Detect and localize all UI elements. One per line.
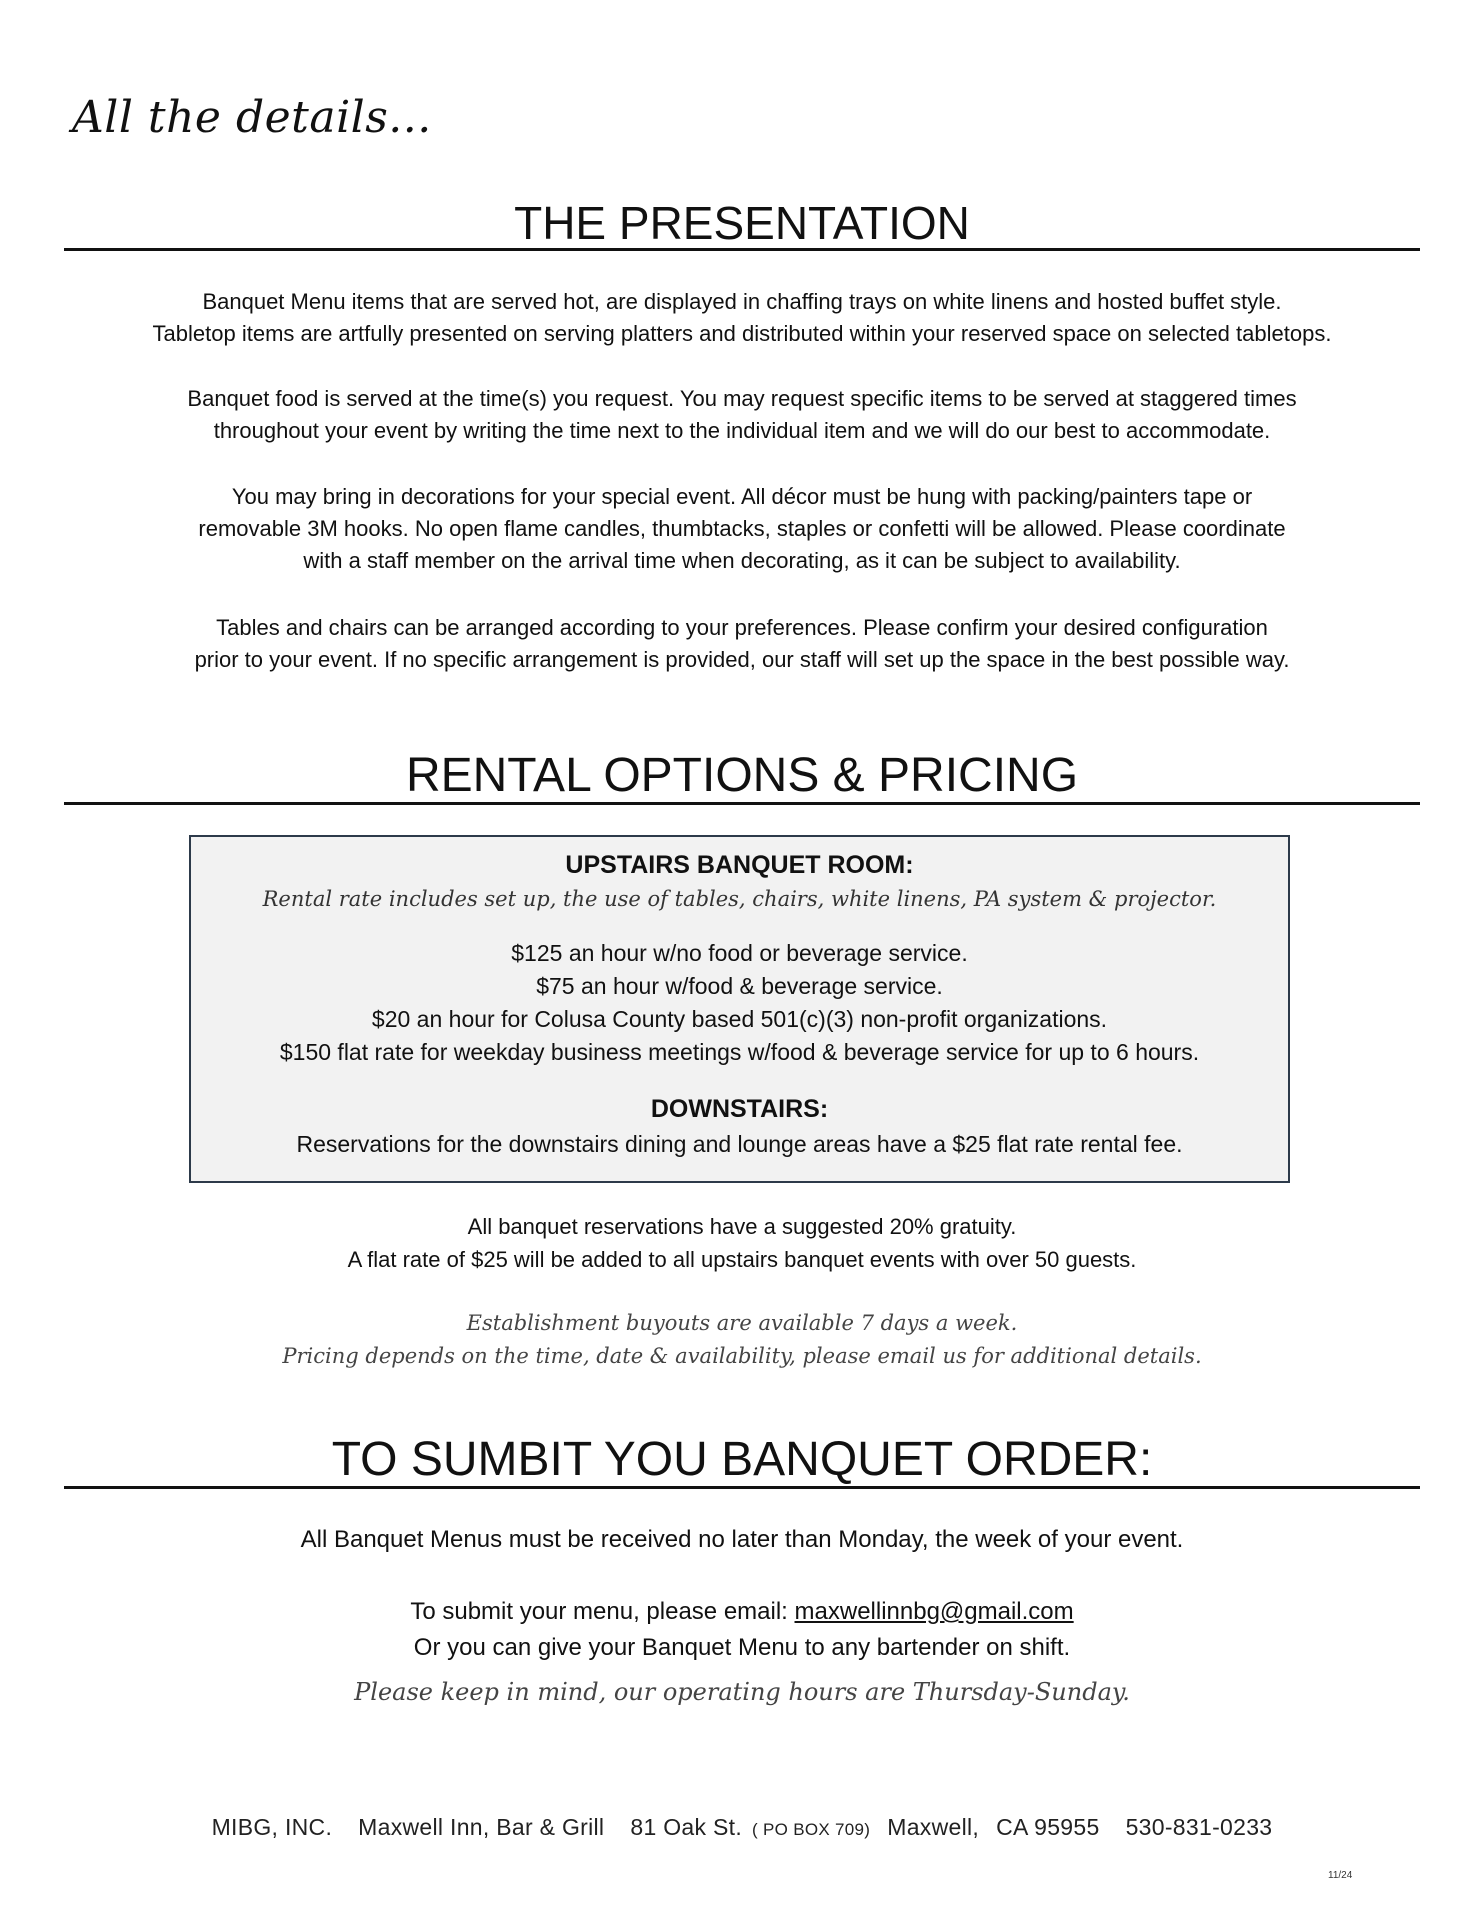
rental-pricing-box (189, 835, 1290, 1183)
paragraph-line: Banquet Menu items that are served hot, are displayed in chaffing trays on white linens and hosted buffet style. (202, 289, 1282, 314)
presentation-paragraph-tables (64, 612, 1420, 676)
footer-street: 81 Oak St. (630, 1814, 743, 1840)
rental-heading (64, 749, 1420, 805)
price-line: $75 an hour w/food & beverage service. (536, 973, 943, 999)
paragraph-line: prior to your event. If no specific arrangement is provided, our staff will set up the space in the best possible way. (194, 647, 1290, 672)
price-line: $125 an hour w/no food or beverage service. (511, 940, 968, 966)
script-title: All the details... (72, 92, 432, 143)
footer-state-zip: CA 95955 (996, 1814, 1100, 1840)
paragraph-line: Banquet food is served at the time(s) you request. You may request specific items to be served at staggered times (187, 386, 1297, 411)
presentation-paragraph-decorations (64, 481, 1420, 577)
footer-po-box: ( PO BOX 709) (752, 1820, 871, 1839)
footer-venue: Maxwell Inn, Bar & Grill (358, 1814, 605, 1840)
paragraph-line: throughout your event by writing the time next to the individual item and we will do our best to accommodate. (213, 418, 1271, 443)
submit-alt-line: Or you can give your Banquet Menu to any bartender on shift. (413, 1634, 1071, 1661)
buyout-line: Pricing depends on the time, date & availability, please email us for additional details. (282, 1344, 1202, 1368)
price-line: $150 flat rate for weekday business meetings w/food & beverage service for up to 6 hours. (279, 1039, 1200, 1065)
presentation-paragraph-serving (64, 286, 1420, 350)
submit-heading (64, 1433, 1420, 1489)
buyout-notice (64, 1307, 1420, 1373)
submit-email-prefix: To submit your menu, please email: (410, 1598, 795, 1625)
submit-email-line (64, 1594, 1420, 1630)
gratuity-line: A flat rate of $25 will be added to all upstairs banquet events with over 50 guests. (347, 1247, 1137, 1272)
footer-address (64, 1814, 1420, 1841)
paragraph-line: Tables and chairs can be arranged according to your preferences. Please confirm your desired configuration (216, 615, 1268, 640)
paragraph-line: removable 3M hooks. No open flame candles, thumbtacks, staples or confetti will be allowed. Please coordinate (198, 516, 1286, 541)
submit-email-link[interactable]: maxwellinnbg@gmail.com (794, 1598, 1074, 1625)
submit-instructions (64, 1594, 1420, 1666)
upstairs-price-list (191, 937, 1288, 1069)
paragraph-line: with a staff member on the arrival time when decorating, as it can be subject to availability. (303, 548, 1181, 573)
submit-heading-text: TO SUMBIT YOU BANQUET ORDER: (331, 1433, 1153, 1486)
presentation-paragraph-timing (64, 383, 1420, 447)
footer-company: MIBG, INC. (211, 1814, 333, 1840)
price-line: $20 an hour for Colusa County based 501(c)(3) non-profit organizations. (371, 1006, 1108, 1032)
paragraph-line: Tabletop items are artfully presented on serving platters and distributed within your reserved space on selected tabletops. (152, 321, 1332, 346)
gratuity-notice (64, 1210, 1420, 1276)
buyout-line: Establishment buyouts are available 7 days a week. (466, 1311, 1018, 1335)
operating-hours-note: Please keep in mind, our operating hours are Thursday-Sunday. (354, 1678, 1130, 1706)
footer-city: Maxwell, (887, 1814, 980, 1840)
upstairs-note: Rental rate includes set up, the use of tables, chairs, white linens, PA system & projector. (262, 887, 1217, 911)
presentation-heading (64, 197, 1420, 251)
submit-deadline: All Banquet Menus must be received no later than Monday, the week of your event. (300, 1526, 1184, 1553)
downstairs-text: Reservations for the downstairs dining and lounge areas have a $25 flat rate rental fee. (296, 1131, 1183, 1157)
presentation-heading-text: THE PRESENTATION (514, 197, 970, 249)
gratuity-line: All banquet reservations have a suggested 20% gratuity. (467, 1214, 1017, 1239)
footer-phone: 530-831-0233 (1125, 1814, 1273, 1840)
downstairs-title: DOWNSTAIRS: (650, 1095, 829, 1123)
upstairs-title: UPSTAIRS BANQUET ROOM: (565, 851, 914, 879)
rental-heading-text: RENTAL OPTIONS & PRICING (405, 749, 1079, 802)
revision-date: 11/24 (1328, 1870, 1353, 1881)
paragraph-line: You may bring in decorations for your special event. All décor must be hung with packing/painters tape or (231, 484, 1253, 509)
